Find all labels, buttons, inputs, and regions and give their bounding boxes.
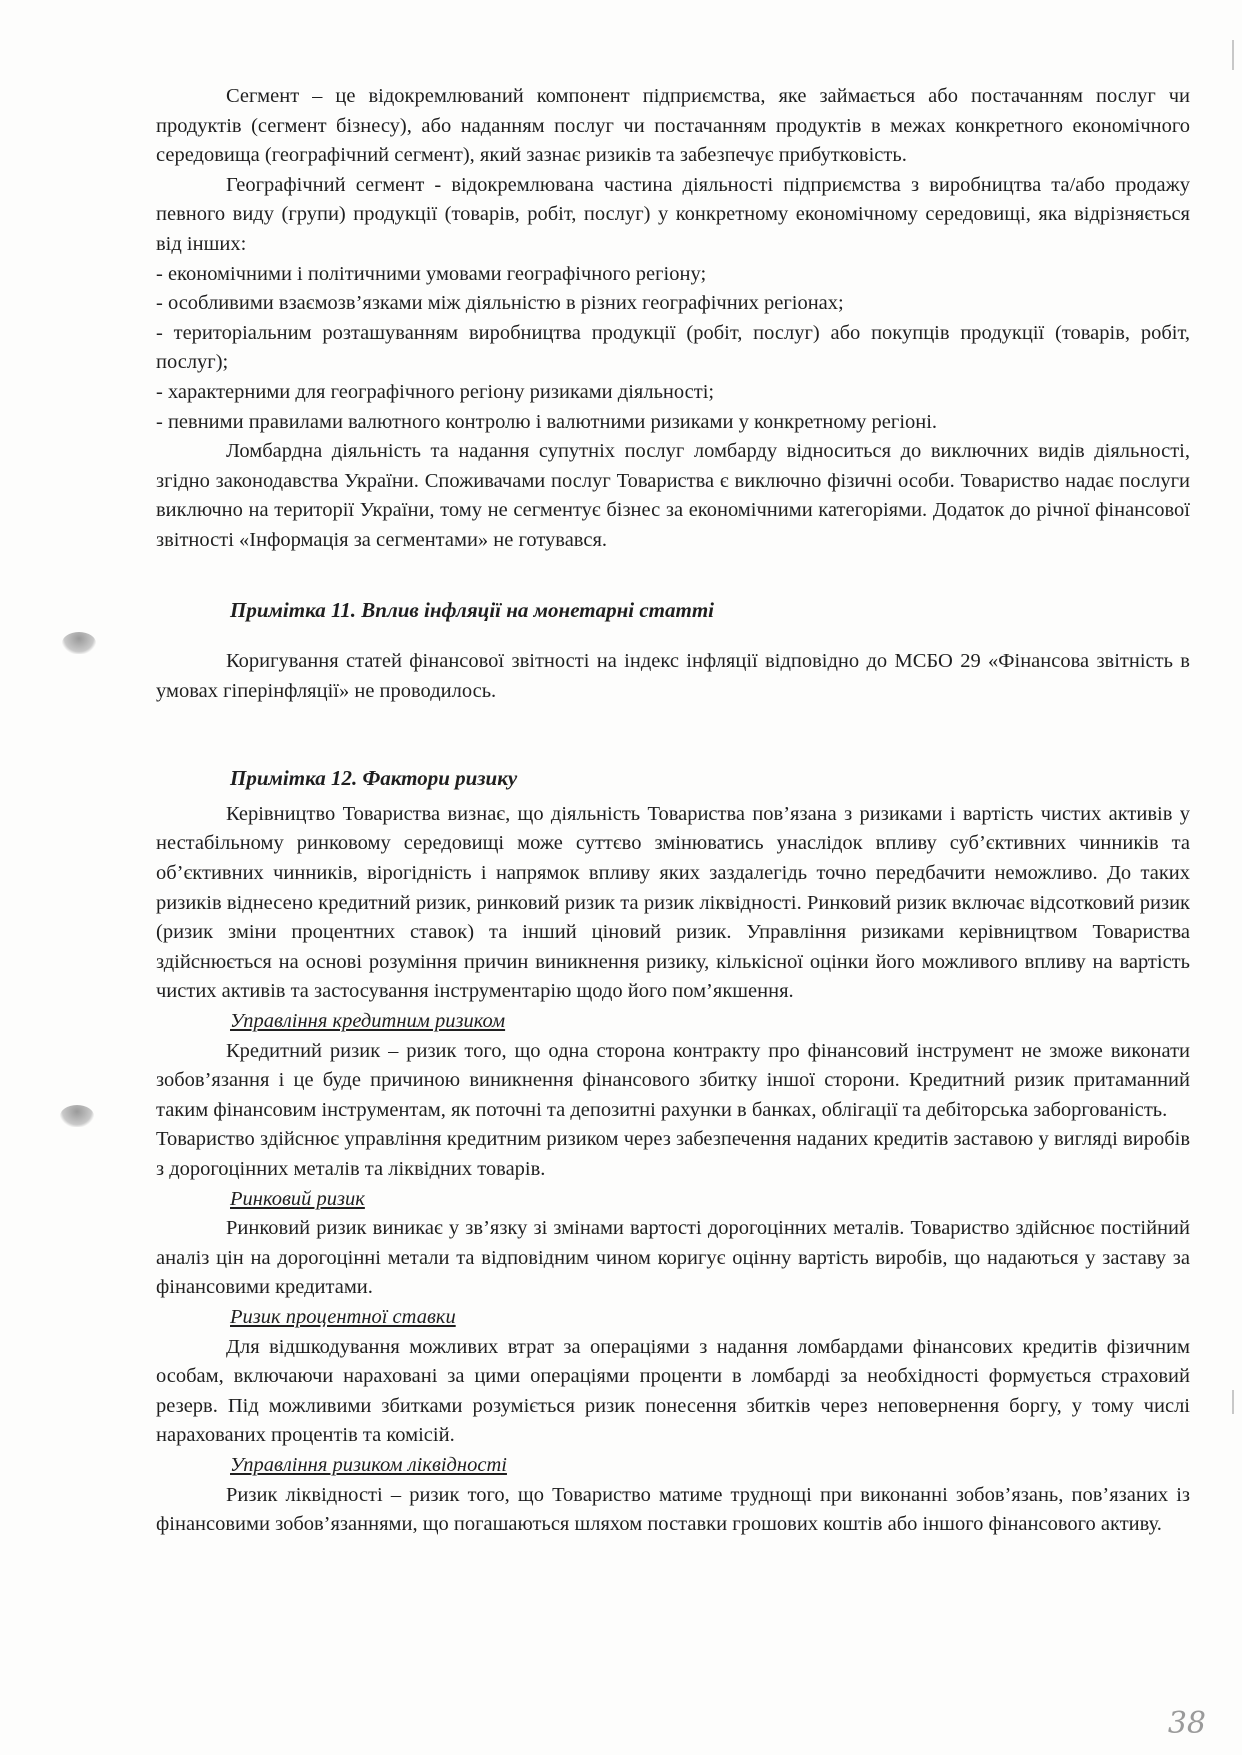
segment-definition: Сегмент – це відокремлюваний компонент підприємства, яке займається або постачанням послуг чи продуктів (сегмент бізнесу), або наданням послуг чи постачанням продуктів в межах конкретного економічного середовища (географічний сегмент), який зазнає ризиків та забезпечує прибутковість.	[156, 85, 1190, 167]
scan-edge-mark	[1232, 1390, 1234, 1414]
scan-edge-mark	[1232, 40, 1234, 70]
punch-hole-top	[62, 632, 96, 654]
document-page	[156, 82, 1190, 1540]
bullet-item: - особливими взаємозв’язками між діяльністю в різних географічних регіонах;	[156, 292, 844, 315]
note-11-title: Примітка 11. Вплив інфляції на монетарні статті	[230, 597, 714, 622]
credit-risk-management-paragraph: Товариство здійснює управління кредитним ризиком через забезпечення наданих кредитів заставою у вигляді виробів з дорогоцінних металів та ліквідних товарів.	[156, 1128, 1190, 1180]
geographic-segment-definition: Географічний сегмент - відокремлювана частина діяльності підприємства з виробництва та/або продажу певного виду (групи) продукції (товарів, робіт, послуг) у конкретному економічному середовищі, яка відрізняється від інших:	[156, 173, 1190, 255]
punch-hole-bottom	[60, 1105, 94, 1127]
liquidity-risk-paragraph: Ризик ліквідності – ризик того, що Товариство матиме труднощі при виконанні зобов’язань, пов’язаних із фінансовими зобов’язаннями, що погашаються шляхом поставки грошових коштів або іншого фінансового активу.	[156, 1483, 1190, 1536]
lombard-activity-paragraph: Ломбардна діяльність та надання супутніх послуг ломбарду відноситься до виключних видів діяльності, згідно законодавства України. Споживачами послуг Товариства є виключно фізичні особи. Товариство надає послуги виключно на території України, тому не сегментує бізнес за економічними категоріями. Додаток до річної фінансової звітності «Інформація за сегментами» не готувався.	[156, 440, 1190, 551]
market-risk-heading: Ринковий ризик	[230, 1187, 365, 1210]
bullet-item: - територіальним розташуванням виробництва продукції (робіт, послуг) або покупців продукції (товарів, робіт, послуг);	[156, 321, 1190, 374]
market-risk-paragraph: Ринковий ризик виникає у зв’язку зі змінами вартості дорогоцінних металів. Товариство здійснює постійний аналіз цін на дорогоцінні метали та відповідним чином коригує оцінну вартість виробів, що надаються у заставу за фінансовими кредитами.	[156, 1217, 1190, 1299]
note-12-title: Примітка 12. Фактори ризику	[230, 766, 518, 791]
credit-risk-paragraph: Кредитний ризик – ризик того, що одна сторона контракту про фінансовий інструмент не зможе виконати зобов’язання і це буде причиною виникнення фінансового збитку іншої сторони. Кредитний ризик притаманний таким фінансовим інструментам, як поточні та депозитні рахунки в банках, облігації та дебіторська заборгованість.	[156, 1039, 1190, 1121]
liquidity-risk-heading: Управління ризиком ліквідності	[230, 1453, 507, 1476]
credit-risk-heading: Управління кредитним ризиком	[230, 1010, 506, 1033]
interest-rate-risk-paragraph: Для відшкодування можливих втрат за операціями з надання ломбардами фінансових кредитів фізичним особам, включаючи нараховані за цими операціями проценти в ломбарді за необхідності формується страховий резерв. Під можливими збитками розуміється ризик понесення збитків через неповернення боргу, у тому числі нарахованих процентів та комісій.	[156, 1335, 1190, 1447]
note-12-intro: Керівництво Товариства визнає, що діяльність Товариства пов’язана з ризиками і вартість чистих активів у нестабільному ринковому середовищі може суттєво змінюватись унаслідок впливу суб’єктивних чинників та об’єктивних чинників, вірогідність і напрямок впливу яких заздалегідь точно передбачити неможливо. До таких ризиків віднесено кредитний ризик, ринковий ризик та ризик ліквідності. Ринковий ризик включає відсотковий ризик (ризик зміни процентних ставок) та інший ціновий ризик. Управління ризиками керівництвом Товариства здійснюється на основі розуміння причин виникнення ризику, кількісної оцінки його можливого впливу на вартість чистих активів та застосування інструментарію щодо його пом’якшення.	[156, 802, 1190, 1003]
page-number: 38	[1167, 1706, 1206, 1741]
interest-rate-risk-heading: Ризик процентної ставки	[230, 1305, 456, 1328]
bullet-item: - характерними для географічного регіону ризиками діяльності;	[156, 380, 715, 403]
bullet-item: - певними правилами валютного контролю і валютними ризиками у конкретному регіоні.	[156, 410, 938, 433]
note-11-text: Коригування статей фінансової звітності на індекс інфляції відповідно до МСБО 29 «Фінансова звітність в умовах гіперінфляції» не проводилось.	[156, 650, 1190, 702]
bullet-item: - економічними і політичними умовами географічного регіону;	[156, 262, 707, 285]
